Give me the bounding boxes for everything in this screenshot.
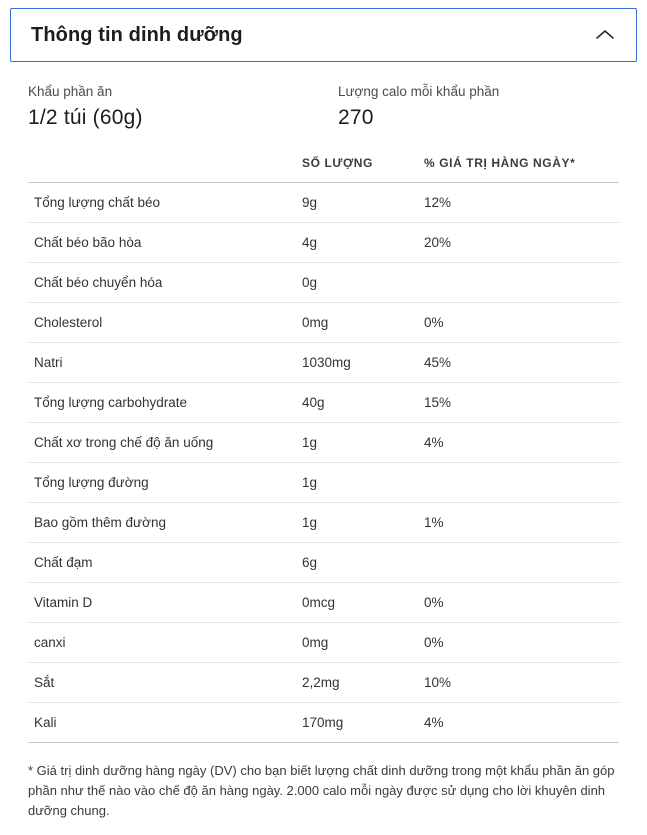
nutrient-daily-value: 4% [424, 703, 619, 743]
serving-size-label: Khẩu phần ăn [28, 84, 113, 99]
nutrition-table-body [28, 183, 619, 743]
serving-size-value: 1/2 túi (60g) [28, 106, 143, 129]
nutrient-daily-value: 1% [424, 503, 619, 543]
calories-value: 270 [338, 106, 374, 129]
calories-label: Lượng calo mỗi khẩu phần [338, 84, 500, 99]
nutrient-name: Kali [28, 703, 302, 743]
nutrient-amount: 0mg [302, 303, 424, 343]
nutrient-daily-value: 0% [424, 583, 619, 623]
column-header-nutrient [28, 156, 302, 183]
table-header-row [28, 156, 619, 183]
chevron-up-icon[interactable] [592, 22, 618, 48]
nutrient-name: Chất xơ trong chế độ ăn uống [28, 423, 302, 463]
table-row [28, 383, 619, 423]
nutrient-name: Chất béo bão hòa [28, 223, 302, 263]
table-row [28, 623, 619, 663]
nutrient-amount: 0mg [302, 623, 424, 663]
serving-size-block [28, 84, 338, 130]
daily-value-footnote: * Giá trị dinh dưỡng hàng ngày (DV) cho bạn biết lượng chất dinh dưỡng trong một khẩu phần ăn góp phần như thế nào vào chế độ ăn hàng ngày. 2.000 calo mỗi ngày được sử dụng cho lời khuyên dinh dưỡng chung. [28, 763, 615, 818]
nutrient-amount: 0g [302, 263, 424, 303]
nutrient-name: Bao gồm thêm đường [28, 503, 302, 543]
nutrient-name: Tổng lượng chất béo [28, 183, 302, 223]
column-header-amount: SỐ LƯỢNG [302, 156, 373, 170]
nutrition-panel-header[interactable] [10, 8, 637, 62]
table-row [28, 223, 619, 263]
nutrient-amount: 1g [302, 463, 424, 503]
nutrient-amount: 6g [302, 543, 424, 583]
nutrient-name: Tổng lượng carbohydrate [28, 383, 302, 423]
nutrition-table [28, 156, 619, 743]
table-row [28, 703, 619, 743]
table-row [28, 423, 619, 463]
nutrient-name: canxi [28, 623, 302, 663]
nutrient-daily-value [424, 543, 619, 583]
calories-block [338, 84, 619, 130]
nutrient-amount: 40g [302, 383, 424, 423]
table-row [28, 263, 619, 303]
nutrient-name: Natri [28, 343, 302, 383]
table-row [28, 663, 619, 703]
nutrient-name: Chất béo chuyển hóa [28, 263, 302, 303]
nutrient-daily-value: 10% [424, 663, 619, 703]
nutrient-amount: 1g [302, 423, 424, 463]
nutrient-daily-value: 0% [424, 623, 619, 663]
table-row [28, 343, 619, 383]
table-row [28, 183, 619, 223]
nutrient-daily-value: 45% [424, 343, 619, 383]
nutrient-daily-value: 15% [424, 383, 619, 423]
nutrient-daily-value: 4% [424, 423, 619, 463]
nutrient-amount: 1g [302, 503, 424, 543]
table-row [28, 583, 619, 623]
nutrient-amount: 9g [302, 183, 424, 223]
table-row [28, 503, 619, 543]
nutrient-amount: 0mcg [302, 583, 424, 623]
serving-summary [28, 62, 619, 130]
nutrient-daily-value [424, 463, 619, 503]
nutrient-daily-value: 12% [424, 183, 619, 223]
nutrient-name: Chất đạm [28, 543, 302, 583]
nutrient-amount: 2,2mg [302, 663, 424, 703]
nutrient-daily-value: 20% [424, 223, 619, 263]
nutrient-amount: 1030mg [302, 343, 424, 383]
table-row [28, 543, 619, 583]
page-title: Thông tin dinh dưỡng [31, 23, 243, 46]
table-row [28, 303, 619, 343]
column-header-daily-value: % GIÁ TRỊ HÀNG NGÀY* [424, 156, 576, 170]
nutrient-daily-value: 0% [424, 303, 619, 343]
nutrient-name: Tổng lượng đường [28, 463, 302, 503]
nutrient-name: Cholesterol [28, 303, 302, 343]
nutrient-amount: 170mg [302, 703, 424, 743]
nutrient-name: Sắt [28, 663, 302, 703]
table-row [28, 463, 619, 503]
nutrient-amount: 4g [302, 223, 424, 263]
nutrient-name: Vitamin D [28, 583, 302, 623]
nutrient-daily-value [424, 263, 619, 303]
